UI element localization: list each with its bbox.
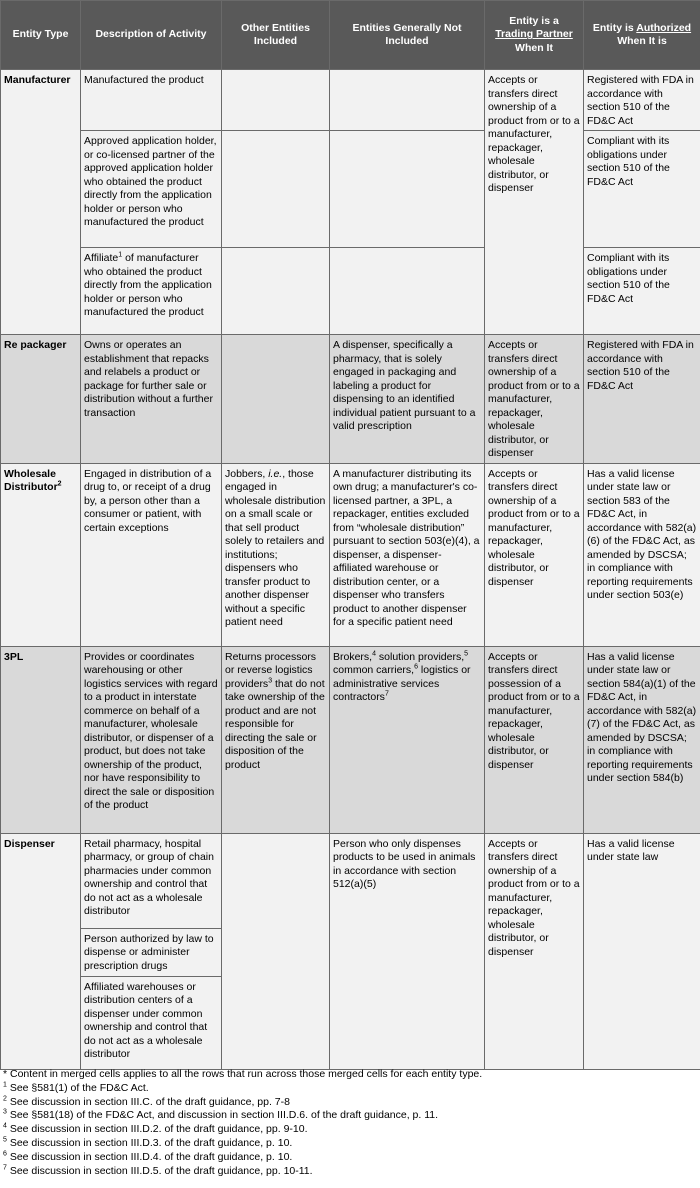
footnote-4: $^4$ See discussion in section III.D.2. of the draft guidance, pp. 9-10. [3,1122,308,1136]
dispenser-desc-3: Affiliated warehouses or distribution centers of a dispenser under common ownership and control that do not act as a wholesale distributor [81,976,222,1069]
tpl-trading: Accepts or transfers direct possession of a product from or to a manufacturer, repackager, wholesale distributor, or dispenser [485,646,584,833]
repackager-desc: Owns or operates an establishment that repacks and relabels a product or package for further sale or distribution without a further transaction [81,335,222,464]
footnotes [3,1068,697,1178]
header-other-included: Other Entities Included [222,1,330,70]
wholesale-trading: Accepts or transfers direct ownership of a product from or to a manufacturer, repackager, wholesale distributor, or dispenser [485,463,584,646]
dispenser-desc-1: Retail pharmacy, hospital pharmacy, or group of chain pharmacies under common ownership and control that do not act as a wholesale distributor [81,833,222,928]
manufacturer-other-2 [222,131,330,248]
manufacturer-not-included-1 [330,70,485,131]
tpl-other: Returns processors or reverse logistics providers$^3$ that do not take ownership of the product and are not responsible for directing the sale or disposition of the product [222,646,330,833]
manufacturer-not-included-3 [330,248,485,335]
manufacturer-type: Manufacturer [1,70,81,335]
footnote-7: $^7$ See discussion in section III.D.5. of the draft guidance, pp. 10-11. [3,1164,313,1177]
header-description: Description of Activity [81,1,222,70]
repackager-not-included: A dispenser, specifically a pharmacy, that is solely engaged in packaging and labeling a product for dispensing to an identified individual patient pursuant to a valid prescription [330,335,485,464]
tpl-row [1,646,700,833]
footnote-6: $^6$ See discussion in section III.D.4. of the draft guidance, p. 10. [3,1150,293,1163]
header-trading-partner: Entity is a Trading Partner When It [485,1,584,70]
manufacturer-other-1 [222,70,330,131]
manufacturer-auth-2: Compliant with its obligations under section 510 of the FD&C Act [584,131,700,248]
manufacturer-auth-1: Registered with FDA in accordance with section 510 of the FD&C Act [584,70,700,131]
manufacturer-desc-1: Manufactured the product [81,70,222,131]
dispenser-type: Dispenser [1,833,81,1069]
manufacturer-row-2 [1,131,700,248]
header-not-included: Entities Generally Not Included [330,1,485,70]
wholesale-other: Jobbers, i.e., those engaged in wholesale distribution on a small scale or that sell product solely to retailers and institutions; dispensers who transfer product to another dispenser without a specific patient need [222,463,330,646]
dispenser-desc-2: Person authorized by law to dispense or administer prescription drugs [81,928,222,976]
repackager-trading: Accepts or transfers direct ownership of a product from or to a manufacturer, repackager, wholesale distributor, or dispenser [485,335,584,464]
repackager-auth: Registered with FDA in accordance with section 510 of the FD&C Act [584,335,700,464]
repackager-other [222,335,330,464]
repackager-row [1,335,700,464]
dispenser-row-1 [1,833,700,928]
dispenser-other [222,833,330,1069]
wholesale-row [1,463,700,646]
header-authorized: Entity is Authorized When It is [584,1,700,70]
wholesale-not-included: A manufacturer distributing its own drug; a manufacturer's co-licensed partner, a 3PL, a repackager, entities excluded from “wholesale distribution” pursuant to section 503(e)(4), a dispenser, a dispenser- affiliated warehouse or distribution center, or a dispenser who transfers product to another dispenser for a specific patient need [330,463,485,646]
tpl-desc: Provides or coordinates warehousing or other logistics services with regard to a product in interstate commerce on behalf of a manufacturer, wholesale distributor, or dispenser of a product, but does not take ownership of the product, nor have responsibility to direct the sale or disposition of the product [81,646,222,833]
manufacturer-auth-3: Compliant with its obligations under section 510 of the FD&C Act [584,248,700,335]
wholesale-auth: Has a valid license under state law or section 583 of the FD&C Act, in accordance with 582(a)(6) of the FD&C Act, as amended by DSCSA; in compliance with reporting requirements under section 503(e) [584,463,700,646]
manufacturer-trading: Accepts or transfers direct ownership of a product from or to a manufacturer, repackager, wholesale distributor, or dispenser [485,70,584,335]
wholesale-type: Wholesale Distributor$^2$ [1,463,81,646]
dispenser-trading: Accepts or transfers direct ownership of a product from or to a manufacturer, repackager, wholesale distributor, or dispenser [485,833,584,1069]
manufacturer-desc-3: Affiliate$^1$ of manufacturer who obtained the product directly from the application holder or person who manufactured the product [81,248,222,335]
wholesale-desc: Engaged in distribution of a drug to, or receipt of a drug by, a person other than a consumer or patient, with certain exceptions [81,463,222,646]
tpl-not-included: Brokers,$^4$ solution providers,$^5$ common carriers,$^6$ logistics or administrative services contractors$^7$ [330,646,485,833]
repackager-type: Re packager [1,335,81,464]
header-row [1,1,700,70]
footnote-2: $^2$ See discussion in section III.C. of the draft guidance, pp. 7-8 [3,1095,290,1108]
header-entity-type: Entity Type [1,1,81,70]
manufacturer-row-1 [1,70,700,131]
manufacturer-other-3 [222,248,330,335]
footnote-merged-cells: * Content in merged cells applies to all the rows that run across those merged cells for each entity type. [3,1068,483,1080]
dispenser-not-included: Person who only dispenses products to be used in animals in accordance with section 512(a)(5) [330,833,485,1069]
manufacturer-row-3 [1,248,700,335]
manufacturer-not-included-2 [330,131,485,248]
tpl-type: 3PL [1,646,81,833]
footnote-3: $^3$ See §581(18) of the FD&C Act, and discussion in section III.D.6. of the draft guidance, p. 11. [3,1108,439,1122]
dispenser-auth: Has a valid license under state law [584,833,700,1069]
footnote-1: $^1$ See §581(1) of the FD&C Act. [3,1081,149,1094]
tpl-auth: Has a valid license under state law or section 584(a)(1) of the FD&C Act, in accordance with 582(a)(7) of the FD&C Act, as amended by DSCSA; in compliance with reporting requirements under section 584(b) [584,646,700,833]
manufacturer-desc-2: Approved application holder, or co-licensed partner of the approved application holder who obtained the product directly from the application holder or person who manufactured the product [81,131,222,248]
footnote-5: $^5$ See discussion in section III.D.3. of the draft guidance, p. 10. [3,1136,293,1149]
